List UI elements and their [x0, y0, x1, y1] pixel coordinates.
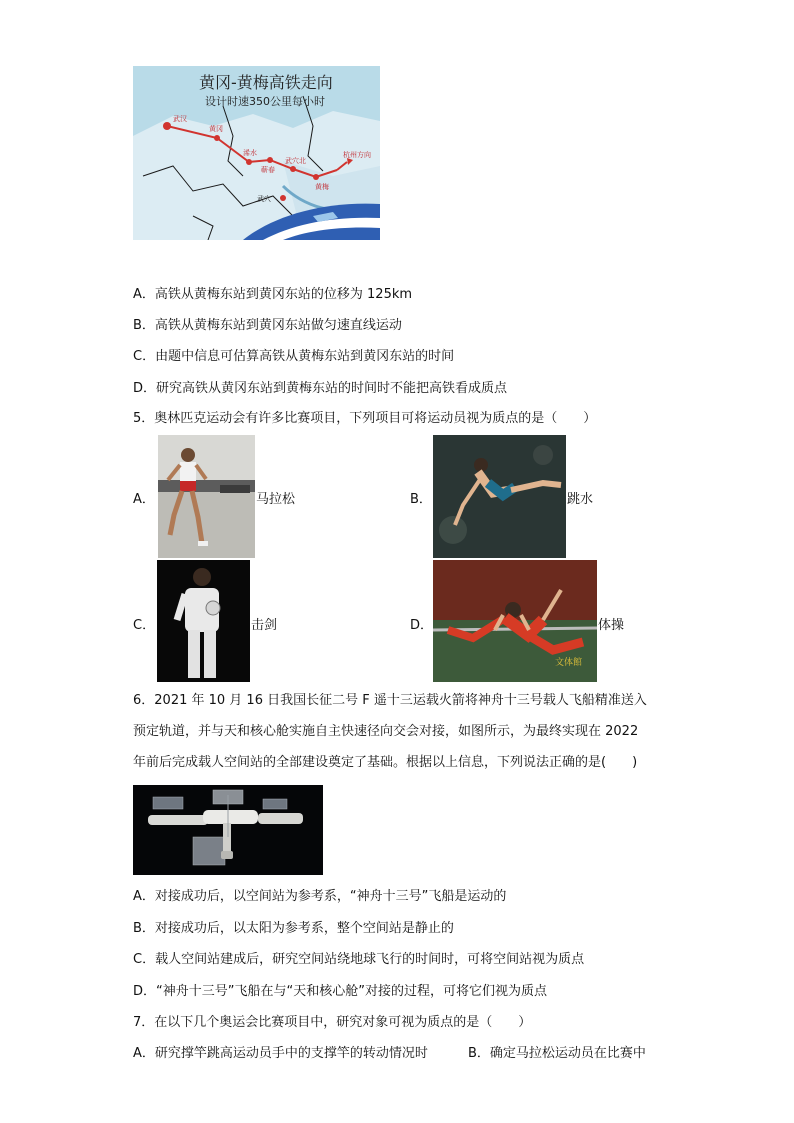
q5-option-b-name: 跳水 [567, 492, 594, 507]
diving-photo [433, 435, 566, 558]
q4-option-d: D．研究高铁从黄冈东站到黄梅东站的时间时不能把高铁看成质点 [133, 381, 508, 396]
q5-option-a-name: 马拉松 [256, 492, 296, 507]
q6-stem-line-3: 年前后完成载人空间站的全部建设奠定了基础。根据以上信息，下列说法正确的是( ) [133, 755, 638, 770]
q6-stem-line-2: 预定轨道，并与天和核心舱实施自主快速径向交会对接，如图所示，为最终实现在 2022 [133, 724, 639, 739]
station-huangmei: 黄梅 [315, 183, 329, 191]
space-station-photo [133, 785, 323, 875]
gymnastics-watermark: 文体館 [555, 658, 583, 668]
q6-stem [133, 685, 693, 778]
q5-option-a-letter: A． [133, 492, 155, 507]
gymnastics-photo [433, 560, 597, 682]
high-speed-rail-map [133, 66, 380, 240]
station-wuxue: 武穴 [257, 195, 271, 203]
direction-label: 杭州方向 [343, 151, 371, 159]
station-wuxuebei: 武穴北 [285, 157, 306, 165]
q6-option-a: A．对接成功后，以空间站为参考系，“神舟十三号”飞船是运动的 [133, 889, 507, 904]
q5-option-d-letter: D． [410, 618, 434, 633]
q6-option-d: D．“神舟十三号”飞船在与“天和核心舱”对接的过程，可将它们视为质点 [133, 984, 547, 999]
q4-option-c: C．由题中信息可估算高铁从黄梅东站到黄冈东站的时间 [133, 349, 455, 364]
q6-option-b: B．对接成功后，以太阳为参考系，整个空间站是静止的 [133, 921, 454, 936]
q5-option-d-name: 体操 [598, 618, 625, 633]
q4-option-b: B．高铁从黄梅东站到黄冈东站做匀速直线运动 [133, 318, 402, 333]
q5-stem: 5．奥林匹克运动会有许多比赛项目，下列项目可将运动员视为质点的是（ ） [133, 411, 597, 426]
q5-option-c-name: 击剑 [251, 618, 278, 633]
fencing-photo [157, 560, 250, 682]
station-qichun: 蕲春 [261, 166, 275, 174]
q5-option-b-letter: B． [410, 492, 432, 507]
q6-stem-line-1: 6．2021 年 10 月 16 日我国长征二号 F 遥十三运载火箭将神舟十三号载人飞船精准送入 [133, 693, 647, 708]
station-xishui: 浠水 [243, 149, 257, 157]
station-wuhan: 武汉 [173, 115, 187, 123]
marathon-photo [158, 435, 255, 558]
q4-option-a: A．高铁从黄梅东站到黄冈东站的位移为 125km [133, 287, 413, 302]
q7-option-a: A．研究撑竿跳高运动员手中的支撑竿的转动情况时 [133, 1046, 428, 1061]
q7-option-b: B．确定马拉松运动员在比赛中 [468, 1046, 646, 1061]
q7-stem: 7．在以下几个奥运会比赛项目中，研究对象可视为质点的是（ ） [133, 1015, 532, 1030]
map-title: 黄冈-黄梅高铁走向 [199, 73, 333, 92]
q5-option-c-letter: C． [133, 618, 156, 633]
station-huanggang: 黄冈 [209, 125, 223, 133]
q6-option-c: C．载人空间站建成后，研究空间站绕地球飞行的时间时，可将空间站视为质点 [133, 952, 585, 967]
map-subtitle: 设计时速350公里每小时 [205, 95, 325, 108]
